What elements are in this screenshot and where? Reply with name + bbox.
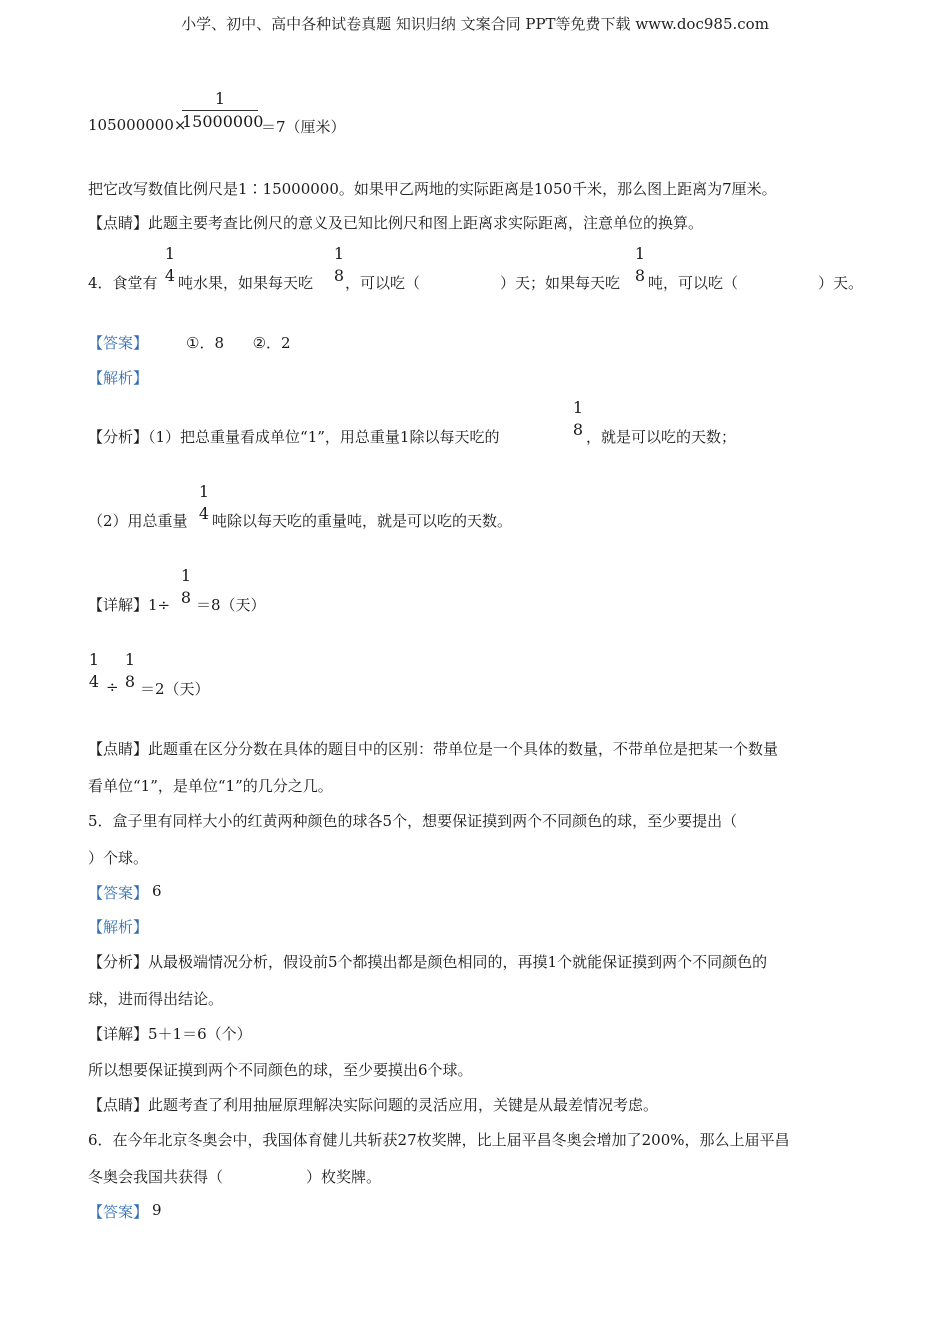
fraction-numerator: 1 xyxy=(214,89,226,108)
q4-fraction-2 xyxy=(333,246,345,284)
q5-answer-tag: 【答案】 xyxy=(88,884,149,902)
q4-text-1: 4．食堂有 xyxy=(88,274,158,292)
scale-fraction xyxy=(182,89,264,131)
q6-answer-tag: 【答案】 xyxy=(88,1203,149,1221)
fraction-numerator: 1 xyxy=(572,398,584,417)
q4-text-4: ）天；如果每天吃 xyxy=(500,274,621,292)
q6-question-1: 6．在今年北京冬奥会中，我国体育健儿共斩获27枚奖牌，比上届平昌冬奥会增加了200%，那么上届平昌 xyxy=(88,1131,790,1149)
q4-text-5: 吨，可以吃（ xyxy=(648,274,739,292)
q4-xiangjie: 【详解】1÷ xyxy=(88,596,171,614)
q4-fenxi-1-post: ，就是可以吃的天数； xyxy=(586,428,737,446)
q4-calc2-post: ＝2（天） xyxy=(140,680,210,698)
scale-calc-left: 105000000× xyxy=(88,116,187,134)
q5-fenxi-2: 球，进而得出结论。 xyxy=(88,990,224,1008)
fraction-numerator: 1 xyxy=(634,244,646,263)
q4-dianjing-1: 【点睛】此题重在区分分数在具体的题目中的区别：带单位是一个具体的数量，不带单位是把某一个数量 xyxy=(88,740,779,758)
q4-xiangjie-fraction xyxy=(180,568,192,606)
q5-conclusion: 所以想要保证摸到两个不同颜色的球，至少要摸出6个球。 xyxy=(88,1061,473,1079)
fraction-denominator: 8 xyxy=(124,672,136,691)
q4-dianjing-2: 看单位“1”，是单位“1”的几分之几。 xyxy=(88,777,333,795)
q4-calc2-fraction-1 xyxy=(88,652,100,690)
q4-fenxi-2-post: 吨除以每天吃的重量吨，就是可以吃的天数。 xyxy=(212,512,513,530)
q6-question-2: 冬奥会我国共获得（ xyxy=(88,1168,224,1186)
q4-fenxi-2-fraction xyxy=(198,484,210,522)
fraction-denominator: 4 xyxy=(198,504,210,523)
q4-calc2-fraction-2 xyxy=(124,652,136,690)
fraction-numerator: 1 xyxy=(180,566,192,585)
fraction-numerator: 1 xyxy=(198,482,210,501)
q4-fenxi-2: （2）用总重量 xyxy=(88,512,188,530)
q6-answer: 9 xyxy=(152,1201,162,1219)
q4-text-6: ）天。 xyxy=(818,274,864,292)
scale-dianjing: 【点睛】此题主要考查比例尺的意义及已知比例尺和图上距离求实际距离，注意单位的换算。 xyxy=(88,214,704,232)
fraction-denominator: 8 xyxy=(572,420,584,439)
q5-question-1: 5．盒子里有同样大小的红黄两种颜色的球各5个，想要保证摸到两个不同颜色的球，至少要提出（ xyxy=(88,812,738,830)
q5-xiangjie: 【详解】5＋1＝6（个） xyxy=(88,1025,252,1043)
fraction-denominator: 8 xyxy=(634,266,646,285)
q4-answer-tag: 【答案】 xyxy=(88,334,149,352)
fraction-denominator: 4 xyxy=(88,672,100,691)
q4-fraction-1 xyxy=(164,246,176,284)
q4-text-3: ，可以吃（ xyxy=(345,274,421,292)
q4-fraction-3 xyxy=(634,246,646,284)
q4-fenxi-1-fraction xyxy=(572,400,584,438)
q4-calc2-div: ÷ xyxy=(106,678,119,696)
q4-xiangjie-post: ＝8（天） xyxy=(196,596,266,614)
fraction-numerator: 1 xyxy=(124,650,136,669)
q4-answer: ①．8 ②．2 xyxy=(186,334,291,352)
q6-question-3: ）枚奖牌。 xyxy=(306,1168,382,1186)
fraction-denominator: 4 xyxy=(164,266,176,285)
q5-jiexi: 【解析】 xyxy=(88,918,149,936)
q4-text-2: 吨水果，如果每天吃 xyxy=(178,274,314,292)
scale-calc-right: ＝7（厘米） xyxy=(261,118,346,136)
fraction-numerator: 1 xyxy=(164,244,176,263)
q4-fenxi-1: 【分析】（1）把总重量看成单位“1”，用总重量1除以每天吃的 xyxy=(88,428,500,446)
fraction-numerator: 1 xyxy=(88,650,100,669)
fraction-denominator: 15000000 xyxy=(182,112,264,131)
fraction-numerator: 1 xyxy=(333,244,345,263)
fraction-denominator: 8 xyxy=(333,266,345,285)
q4-jiexi: 【解析】 xyxy=(88,369,149,387)
q5-answer: 6 xyxy=(152,882,162,900)
q5-dianjing: 【点睛】此题考查了利用抽屉原理解决实际问题的灵活应用，关键是从最差情况考虑。 xyxy=(88,1096,659,1114)
fraction-denominator: 8 xyxy=(180,588,192,607)
scale-conclusion: 把它改写数值比例尺是1∶15000000。如果甲乙两地的实际距离是1050千米，那么图上距离为7厘米。 xyxy=(88,180,777,198)
q5-fenxi-1: 【分析】从最极端情况分析，假设前5个都摸出都是颜色相同的，再摸1个就能保证摸到两个不同颜色的 xyxy=(88,953,768,971)
q5-question-2: ）个球。 xyxy=(88,849,149,867)
page-header: 小学、初中、高中各种试卷真题 知识归纳 文案合同 PPT等免费下载 www.doc985.com xyxy=(181,15,769,33)
